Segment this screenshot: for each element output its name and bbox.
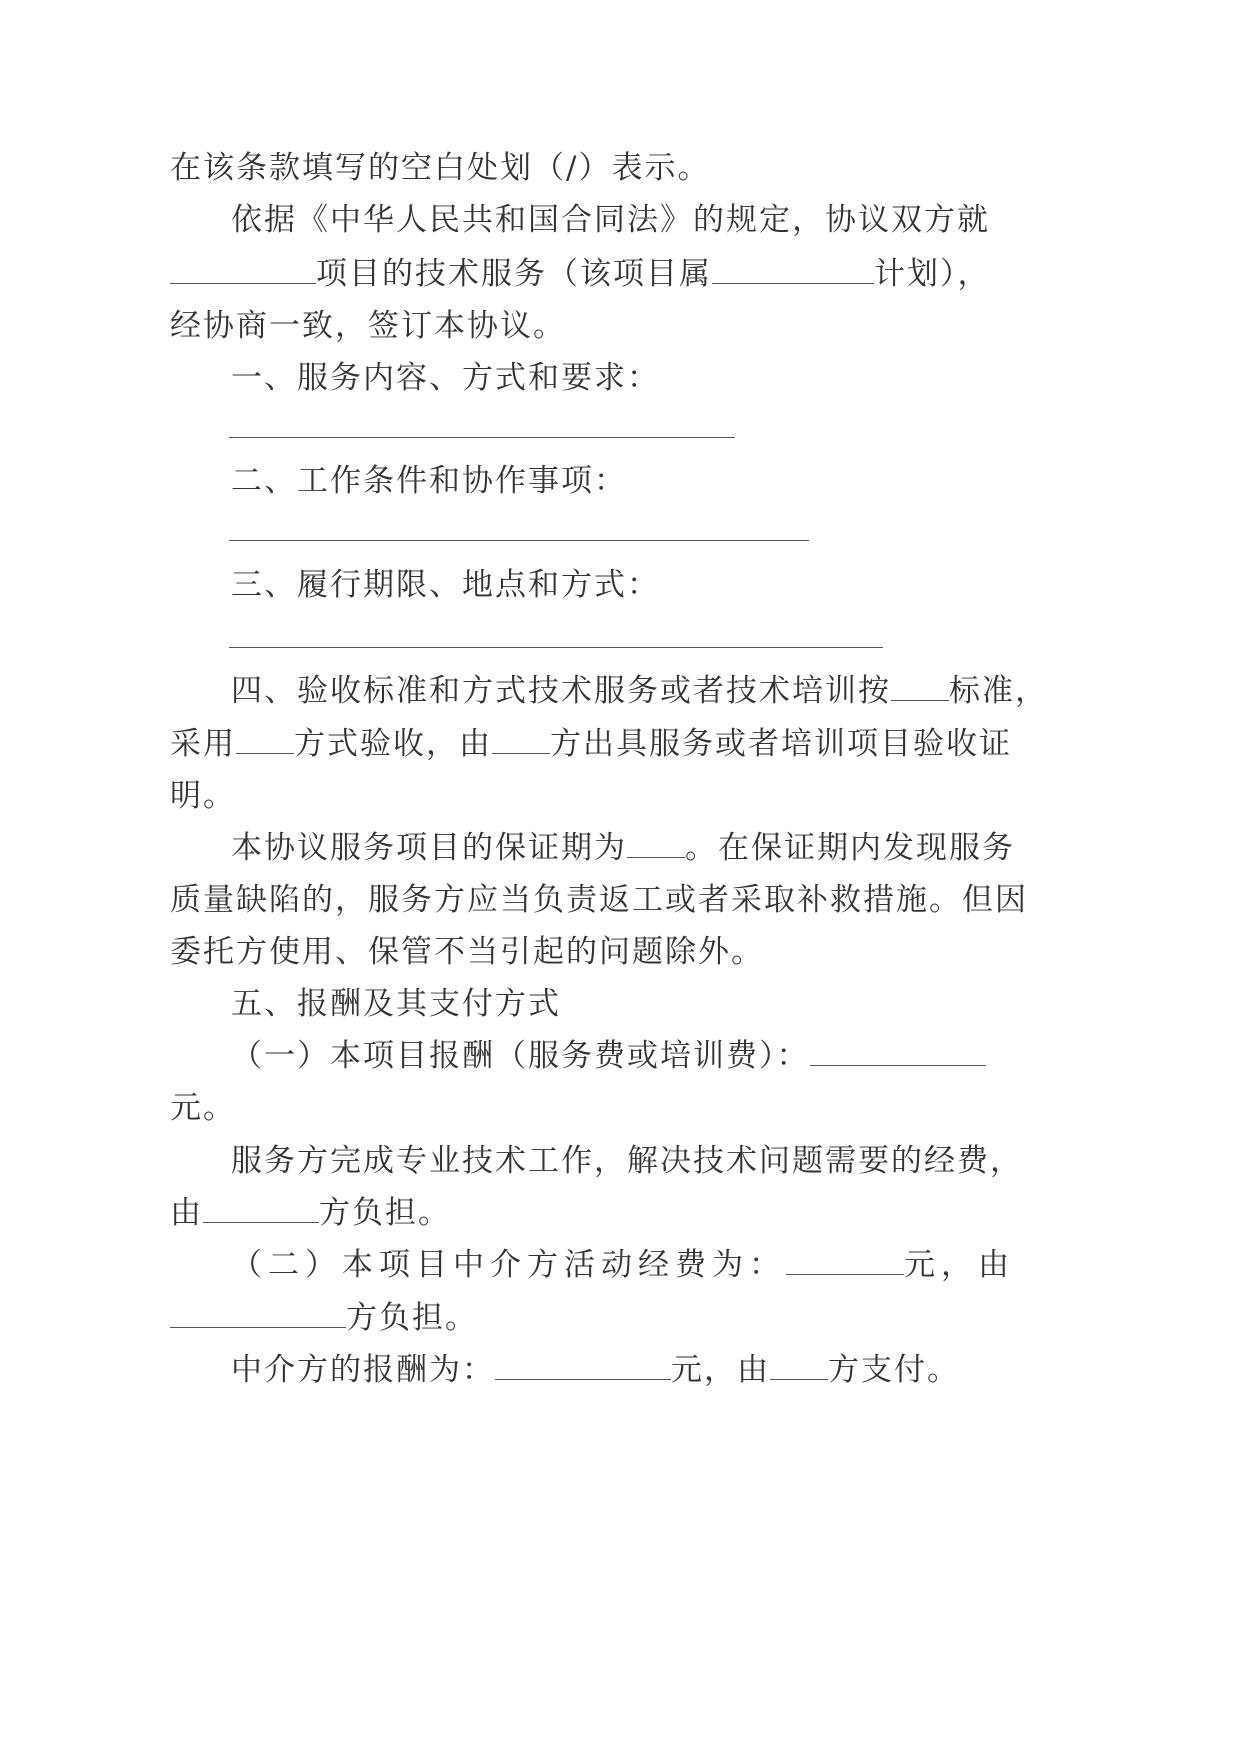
warranty-line-3 bbox=[170, 932, 764, 972]
certifying-party-blank[interactable] bbox=[492, 725, 550, 754]
payment-1-text-e: 方负担。 bbox=[319, 1195, 451, 1231]
payment-2-line-2 bbox=[170, 1298, 478, 1338]
acceptance-method-blank[interactable] bbox=[236, 725, 294, 754]
section-2-title bbox=[231, 461, 627, 501]
warranty-line-2 bbox=[170, 880, 1028, 920]
plan-text: 计划）， bbox=[874, 256, 991, 292]
intermediary-fee-blank[interactable] bbox=[786, 1246, 904, 1275]
warranty-line-1 bbox=[231, 828, 1015, 868]
warranty-period-blank[interactable] bbox=[627, 829, 685, 858]
section-4-text-f: 明。 bbox=[170, 778, 236, 814]
warranty-text-c: 质量缺陷的，服务方应当负责返工或者采取补救措施。但因 bbox=[170, 882, 1028, 918]
payment-1-text-d: 由 bbox=[170, 1195, 203, 1231]
payment-3-text-c: 方支付。 bbox=[828, 1352, 960, 1388]
service-fee-blank[interactable] bbox=[810, 1037, 986, 1066]
intro-line bbox=[170, 148, 710, 188]
section-3-text: 三、履行期限、地点和方式： bbox=[231, 567, 660, 603]
basis-text: 依据《中华人民共和国合同法》的规定，协议双方就 bbox=[231, 202, 990, 238]
warranty-text-b: 。在保证期内发现服务 bbox=[685, 830, 1015, 866]
section-4-text-e: 方出具服务或者培训项目验收证 bbox=[550, 726, 1012, 762]
section-4-text-a: 四、验收标准和方式技术服务或者技术培训按 bbox=[231, 673, 891, 709]
section-3-title bbox=[231, 565, 660, 605]
payment-3-line bbox=[231, 1350, 960, 1390]
payment-1-line-1 bbox=[231, 1036, 986, 1076]
section-4-line-1 bbox=[231, 671, 1048, 711]
project-name-blank[interactable] bbox=[170, 255, 316, 284]
section-4-text-b: 标准， bbox=[949, 673, 1048, 709]
section-4-text-d: 方式验收，由 bbox=[294, 726, 492, 762]
payment-2-text-b: 元，由 bbox=[904, 1247, 1015, 1283]
intro-text: 在该条款填写的空白处划（/）表示。 bbox=[170, 150, 711, 186]
payment-1-line-3 bbox=[231, 1141, 1023, 1181]
section-4-line-3 bbox=[170, 776, 236, 816]
section-1-blank-line[interactable] bbox=[229, 437, 735, 438]
payment-1-line-4 bbox=[170, 1193, 451, 1233]
section-5-text: 五、报酬及其支付方式 bbox=[231, 986, 561, 1022]
plan-name-blank[interactable] bbox=[712, 255, 874, 284]
section-4-text-c: 采用 bbox=[170, 726, 236, 762]
warranty-text-d: 委托方使用、保管不当引起的问题除外。 bbox=[170, 934, 764, 970]
basis-line bbox=[231, 200, 990, 240]
warranty-text-a: 本协议服务项目的保证期为 bbox=[231, 830, 627, 866]
section-2-blank-line[interactable] bbox=[229, 540, 809, 541]
section-1-title bbox=[231, 358, 660, 398]
agreement-text: 经协商一致，签订本协议。 bbox=[170, 308, 566, 344]
payment-3-text-a: 中介方的报酬为： bbox=[231, 1352, 495, 1388]
section-1-text: 一、服务内容、方式和要求： bbox=[231, 360, 660, 396]
expense-party-blank[interactable] bbox=[203, 1194, 319, 1223]
section-5-title bbox=[231, 984, 561, 1024]
payment-1-text-b: 元。 bbox=[170, 1090, 236, 1126]
project-text: 项目的技术服务（该项目属 bbox=[316, 256, 712, 292]
payment-1-line-2 bbox=[170, 1088, 236, 1128]
payment-2-text-c: 方负担。 bbox=[346, 1300, 478, 1336]
section-2-text: 二、工作条件和协作事项： bbox=[231, 463, 627, 499]
payment-2-text-a: （二）本项目中介方活动经费为： bbox=[231, 1247, 786, 1283]
section-4-line-2 bbox=[170, 724, 1012, 764]
reward-payer-blank[interactable] bbox=[770, 1351, 828, 1380]
project-line bbox=[170, 254, 991, 294]
payment-2-line-1 bbox=[231, 1245, 1015, 1285]
section-3-blank-line[interactable] bbox=[229, 647, 883, 648]
payment-3-text-b: 元，由 bbox=[671, 1352, 770, 1388]
payment-1-text-c: 服务方完成专业技术工作，解决技术问题需要的经费， bbox=[231, 1143, 1023, 1179]
intermediary-reward-blank[interactable] bbox=[495, 1351, 671, 1380]
agreement-line bbox=[170, 306, 566, 346]
payment-1-text-a: （一）本项目报酬（服务费或培训费）： bbox=[231, 1038, 810, 1074]
standard-blank[interactable] bbox=[891, 672, 949, 701]
intermediary-fee-party-blank[interactable] bbox=[170, 1299, 346, 1328]
